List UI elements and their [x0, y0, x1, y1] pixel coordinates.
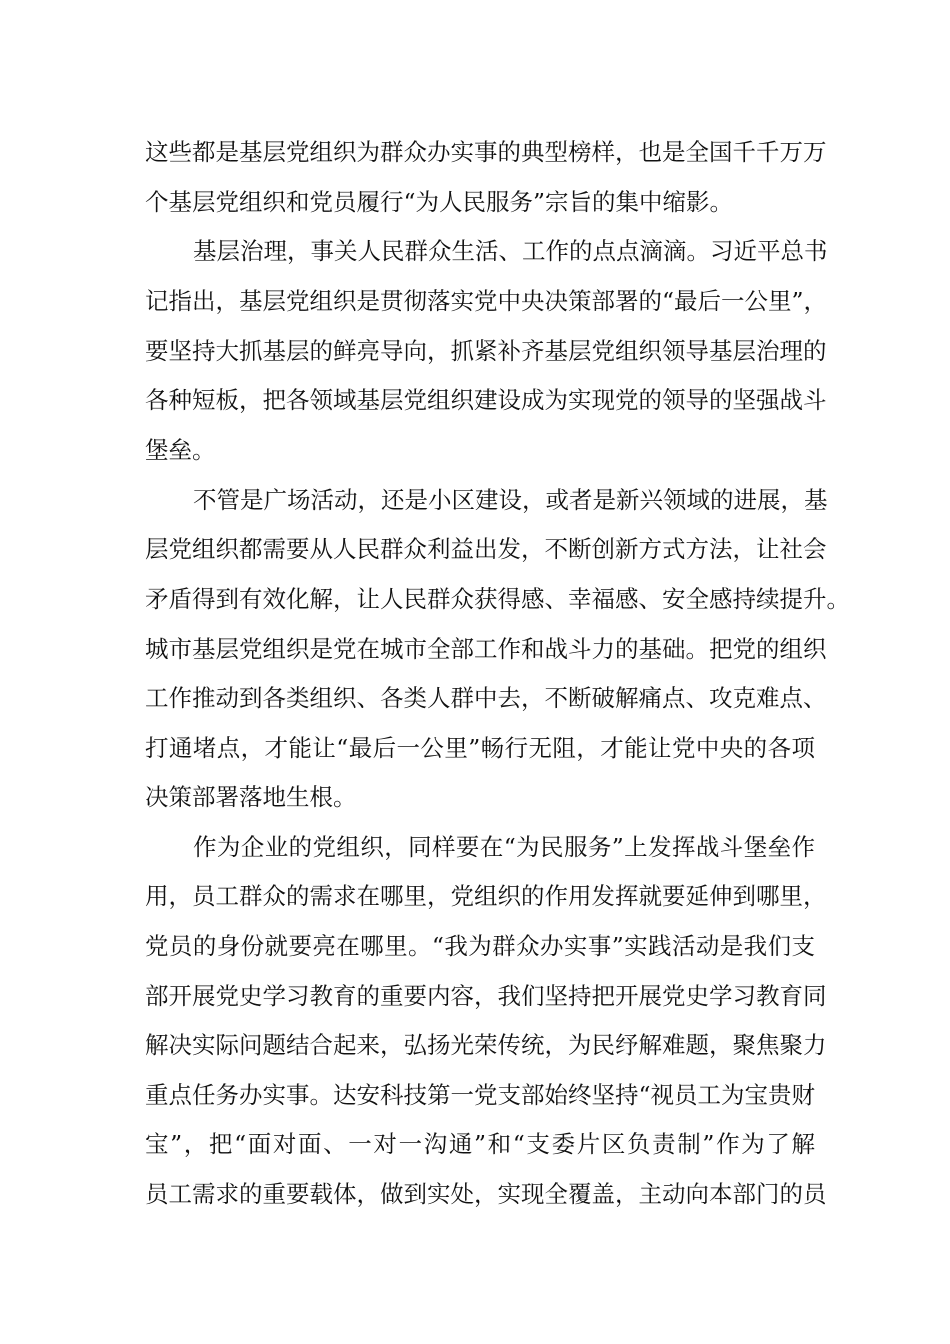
text-line: 城市基层党组织是党在城市全部工作和战斗力的基础。把党的组织	[145, 635, 827, 663]
text-line: 员工需求的重要载体，做到实处，实现全覆盖，主动向本部门的员	[145, 1180, 827, 1208]
text-line: 这些都是基层党组织为群众办实事的典型榜样，也是全国千千万万	[145, 138, 827, 166]
paragraph-first-line: 基层治理，事关人民群众生活、工作的点点滴滴。习近平总书	[193, 237, 828, 265]
text-line: 党员的身份就要亮在哪里。“我为群众办实事”实践活动是我们支	[145, 932, 815, 960]
text-line: 用，员工群众的需求在哪里，党组织的作用发挥就要延伸到哪里，	[145, 882, 827, 910]
text-line: 重点任务办实事。达安科技第一党支部始终坚持“视员工为宝贵财	[145, 1081, 816, 1109]
text-line: 个基层党组织和党员履行“为人民服务”宗旨的集中缩影。	[145, 188, 734, 216]
text-line: 各种短板，把各领域基层党组织建设成为实现党的领导的坚强战斗	[145, 386, 827, 414]
text-line: 层党组织都需要从人民群众利益出发，不断创新方式方法，让社会	[145, 535, 827, 563]
text-line: 决策部署落地生根。	[145, 783, 357, 811]
text-line: 解决实际问题结合起来，弘扬光荣传统，为民纾解难题，聚焦聚力	[145, 1031, 827, 1059]
text-line: 部开展党史学习教育的重要内容，我们坚持把开展党史学习教育同	[145, 982, 827, 1010]
text-line: 记指出，基层党组织是贯彻落实党中央决策部署的“最后一公里”，	[145, 287, 828, 315]
paragraph-first-line: 不管是广场活动，还是小区建设，或者是新兴领域的进展，基	[193, 486, 828, 514]
text-line: 矛盾得到有效化解，让人民群众获得感、幸福感、安全感持续提升。	[145, 585, 850, 613]
text-line: 工作推动到各类组织、各类人群中去，不断破解痛点、攻克难点、	[145, 684, 827, 712]
paragraph-first-line: 作为企业的党组织，同样要在“为民服务”上发挥战斗堡垒作	[193, 833, 815, 861]
text-line: 宝”，把“面对面、一对一沟通”和“支委片区负责制”作为了解	[145, 1130, 815, 1158]
text-line: 打通堵点，才能让“最后一公里”畅行无阻，才能让党中央的各项	[145, 734, 815, 762]
text-line: 堡垒。	[145, 436, 216, 464]
text-line: 要坚持大抓基层的鲜亮导向，抓紧补齐基层党组织领导基层治理的	[145, 337, 827, 365]
